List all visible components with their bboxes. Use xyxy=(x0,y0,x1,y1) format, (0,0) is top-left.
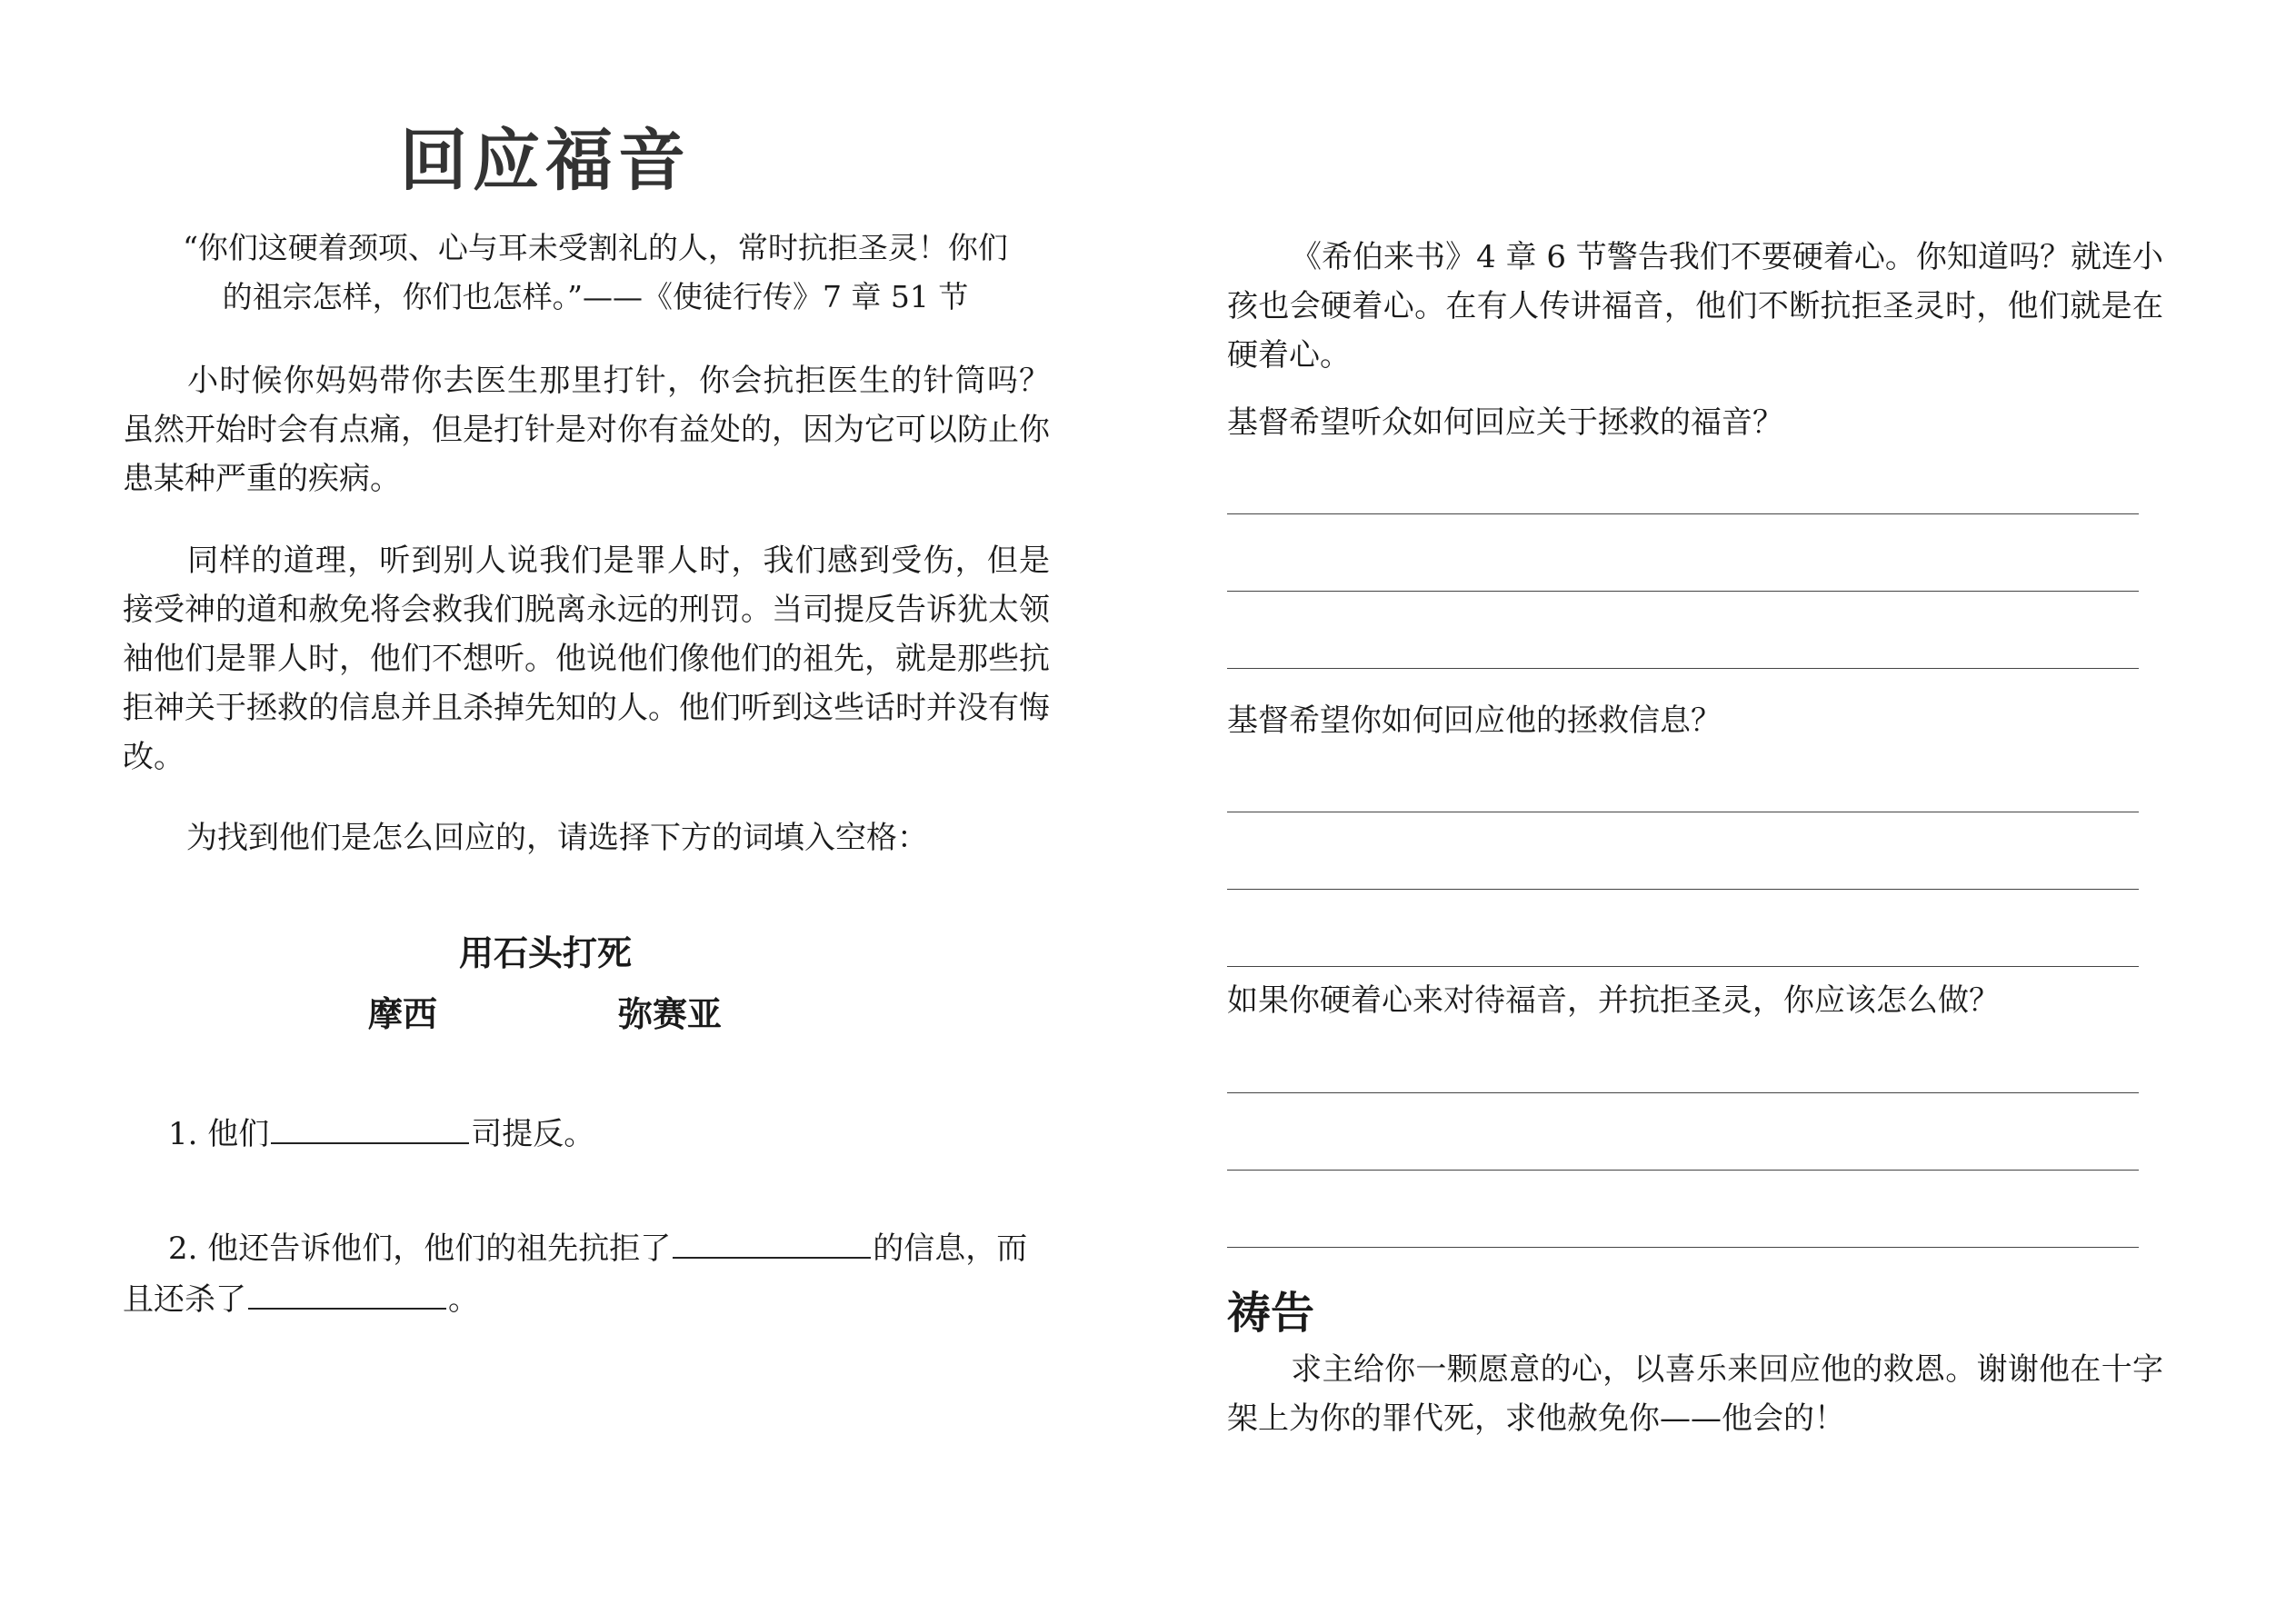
verse-line-1: “你们这硬着颈项、心与耳未受割礼的人，常时抗拒圣灵！你们 xyxy=(183,230,1008,265)
blank-field[interactable] xyxy=(248,1280,446,1310)
paragraph-injection-analogy xyxy=(123,356,1050,503)
paragraph-text: 求主给你一颗愿意的心，以喜乐来回应他的救恩。谢谢他在十字架上为你的罪代死，求他赦免你——他会的！ xyxy=(1227,1351,2163,1437)
blank-field[interactable] xyxy=(673,1230,871,1259)
prayer-heading: 祷告 xyxy=(1227,1288,1315,1339)
paragraph-text: 同样的道理，听到别人说我们是罪人时，我们感到受伤，但是接受神的道和赦免将会救我们脱离永远的刑罚。当司提反告诉犹太领袖他们是罪人时，他们不想听。他说他们像他们的祖先，就是那些抗拒神关于拯救的信息并且杀掉先知的人。他们听到这些话时并没有悔改。 xyxy=(123,543,1050,775)
discussion-question-2: 基督希望你如何回应他的拯救信息？ xyxy=(1227,702,1722,739)
paragraph-hebrews-warning xyxy=(1227,233,2163,380)
answer-line[interactable] xyxy=(1227,966,2139,967)
paragraph-instructions xyxy=(123,813,1050,862)
answer-line[interactable] xyxy=(1227,1247,2139,1248)
word-bank-item: 弥赛亚 xyxy=(618,994,723,1034)
paragraph-text: 为找到他们是怎么回应的，请选择下方的词填入空格： xyxy=(186,820,928,856)
question-text: 司提反。 xyxy=(471,1116,595,1152)
prayer-paragraph xyxy=(1227,1345,2163,1443)
verse-line-2: 的祖宗怎样，你们也怎样。”——《使徒行传》7 章 51 节 xyxy=(222,279,969,314)
answer-line[interactable] xyxy=(1227,1170,2139,1171)
paragraph-text: 《希伯来书》4 章 6 节警告我们不要硬着心。你知道吗？就连小孩也会硬着心。在有人传讲福音，他们不断抗拒圣灵时，他们就是在硬着心。 xyxy=(1227,239,2163,374)
page-title: 回应福音 xyxy=(400,122,691,200)
paragraph-stephen-story xyxy=(123,536,1050,782)
fill-in-question-1 xyxy=(168,1109,594,1153)
question-text: 1. 他们 xyxy=(168,1116,270,1152)
discussion-question-3: 如果你硬着心来对待福音，并抗拒圣灵，你应该怎么做？ xyxy=(1227,982,2000,1019)
answer-line[interactable] xyxy=(1227,668,2139,669)
answer-line[interactable] xyxy=(1227,591,2139,592)
question-text: 的信息，而且还杀了 xyxy=(123,1230,1028,1318)
question-text: 2. 他还告诉他们，他们的祖先抗拒了 xyxy=(168,1230,672,1267)
answer-line[interactable] xyxy=(1227,513,2139,514)
scripture-verse xyxy=(123,224,1068,322)
answer-line[interactable] xyxy=(1227,1092,2139,1093)
word-bank-item: 用石头打死 xyxy=(459,933,633,973)
word-bank-item: 摩西 xyxy=(368,994,438,1034)
paragraph-text: 小时候你妈妈带你去医生那里打针，你会抗拒医生的针筒吗？虽然开始时会有点痛，但是打针是对你有益处的，因为它可以防止你患某种严重的疾病。 xyxy=(123,363,1050,497)
fill-in-question-2 xyxy=(123,1223,1050,1325)
answer-line[interactable] xyxy=(1227,889,2139,890)
question-text: 。 xyxy=(448,1281,479,1318)
blank-field[interactable] xyxy=(271,1115,469,1144)
discussion-question-1: 基督希望听众如何回应关于拯救的福音？ xyxy=(1227,404,1783,441)
